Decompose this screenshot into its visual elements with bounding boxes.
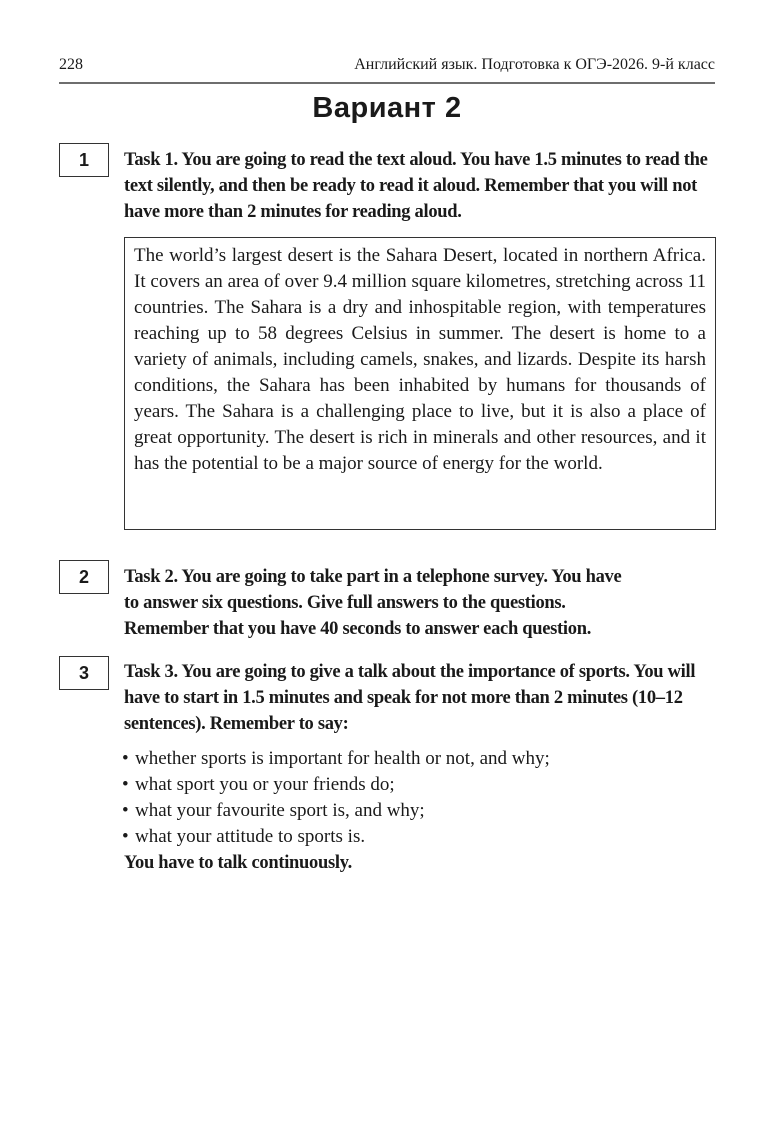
task-2-line: Task 2. You are going to take part in a telephone survey. You have — [124, 567, 622, 587]
task-number-box-2 — [59, 560, 109, 594]
page-number: 228 — [59, 56, 83, 73]
task-2-line: to answer six questions. Give full answers to the questions. — [124, 593, 566, 613]
list-item-text: whether sports is important for health or not, and why; — [135, 748, 550, 769]
list-item — [122, 772, 722, 798]
task-2-line: Remember that you have 40 seconds to answer each question. — [124, 619, 592, 639]
variant-title: Вариант 2 — [312, 92, 462, 124]
running-head — [59, 56, 715, 80]
task-number-box-1 — [59, 143, 109, 177]
task-3-closing: You have to talk continuously. — [124, 853, 352, 873]
task-number: 2 — [78, 566, 89, 587]
list-item-text: what your favourite sport is, and why; — [135, 800, 425, 821]
task-3-instruction: Task 3. You are going to give a talk about the importance of sports. You will have to start in 1.5 minutes and speak for not more than 2 minutes (10–12 sentences). Remember to say: — [124, 662, 696, 734]
task-number-box-3 — [59, 656, 109, 690]
task-number: 1 — [78, 149, 89, 170]
task-1-instruction: Task 1. You are going to read the text aloud. You have 1.5 minutes to read the text silently, and then be ready to read it aloud. Remember that you will not have more than 2 minutes for reading aloud. — [124, 150, 708, 222]
list-item-text: what sport you or your friends do; — [135, 774, 395, 795]
list-item — [122, 746, 722, 772]
list-item-text: what your attitude to sports is. — [135, 826, 366, 847]
bullet-icon: • — [122, 800, 129, 821]
bullet-icon: • — [122, 826, 129, 847]
header-rule — [59, 82, 715, 84]
book-title: Английский язык. Подготовка к ОГЭ-2026. 9-й класс — [354, 56, 715, 73]
bullet-icon: • — [122, 774, 129, 795]
reading-passage: The world’s largest desert is the Sahara Desert, located in northern Africa. It covers an area of over 9.4 million square kilometres, stretching across 11 countries. The Sahara is a dry and inhospitable region, with temperatures reaching up to 58 degrees Celsius in summer. The desert is home to a variety of animals, including camels, snakes, and lizards. Despite its harsh conditions, the Sahara has been inhabited by humans for thousands of years. The Sahara is a challenging place to live, but it is also a place of great opportunity. The desert is rich in minerals and other resources, and it has the potential to be a major source of energy for the world. — [124, 237, 716, 530]
list-item — [122, 824, 722, 850]
list-item — [122, 798, 722, 824]
task-2-instruction — [124, 564, 718, 642]
talk-points-list — [122, 746, 722, 850]
task-number: 3 — [78, 662, 89, 683]
bullet-icon: • — [122, 748, 129, 769]
